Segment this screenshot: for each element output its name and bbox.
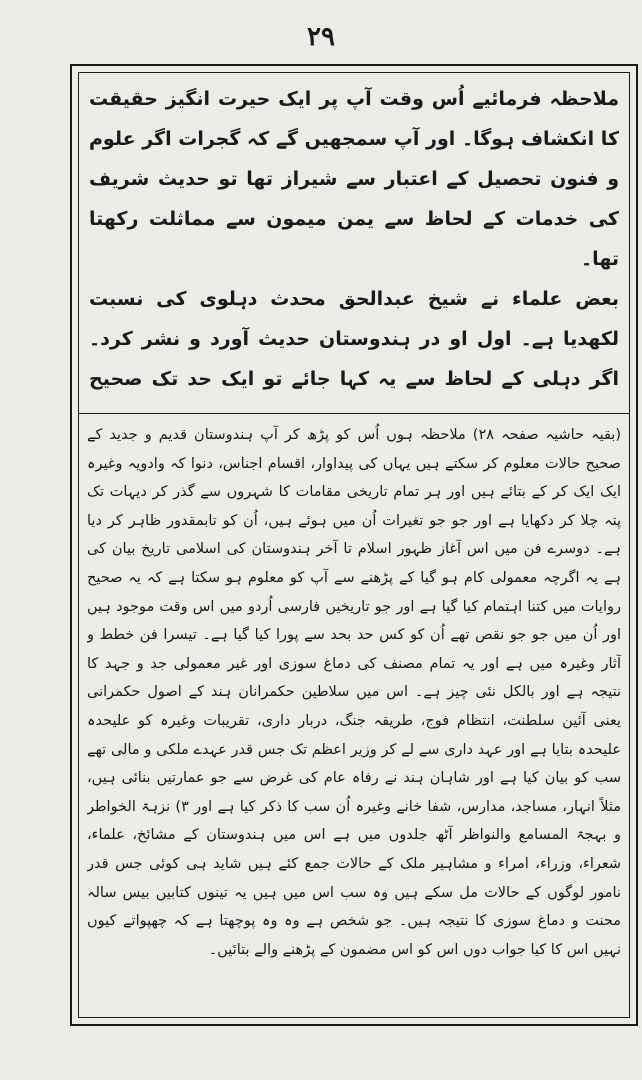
footnote-text: (بقیہ حاشیہ صفحہ ۲۸) ملاحظہ ہوں اُس کو پڑھ کر آپ ہندوستان قدیم و جدید کے صحیح حالات معلوم کر سکتے ہیں یہاں کی پیداوار، اقسام اجناس، دنوا کہ وادویہ وغیرہ ایک ایک کر کے بتائے ہیں اور ہر تمام تاریخی مقامات کا شہروں سے گذر کر دیہات تک پتہ چلا کر دکھایا ہے اور جو جو تغیرات اُن میں ہوئے ہیں، اُن کو تابمقدور ظاہر کر دیا ہے۔ دوسرے فن میں اس آغاز ظہور اسلام تا آخر ہندوستان کی اسلامی تاریخ بیان کی ہے یہ اگرچہ معمولی کام ہو گیا کے پڑھنے سے آپ کو معلوم ہو سکتا ہے کہ یہ صحیح روایات میں کتنا اہتمام کیا گیا ہے اور جو تاریخیں فارسی اُردو میں اس وقت موجود ہیں اور اُن میں جو جو نقص تھے اُن کو کس حد بحد سے پورا کیا گیا ہے۔ تیسرا فن خطط و آثار وغیرہ میں ہے اور یہ تمام مصنف کی دماغ سوزی اور غیر معمولی جد و جہد کا نتیجہ ہے اور بالکل نئی چیز ہے۔ اس میں سلاطین حکمرانان ہند کے اصول حکمرانی یعنی آئین سلطنت، انتظام فوج، طریقہ جنگ، دربار داری، تقریبات وغیرہ کو علیحدہ علیحدہ بتایا ہے اور عہد داری سے لے کر وزیر اعظم تک جس قدر عہدے ملکی و مالی تھے سب کو بیان کیا ہے اور شاہان ہند نے رفاہ عام کی غرض سے جو عمارتیں بنائی ہیں، مثلاً انہار، مساجد، مدارس، شفا خانے وغیرہ اُن سب کا ذکر کیا ہے اور ۳) نزہۃ الخواطر و بہجۃ المسامع والنواظر آٹھ جلدوں میں ہے اس میں ہندوستان کے مشائخ، علماء، شعراء، وزراء، امراء و مشاہیر ملک کے حالات جمع کئے ہیں شاید ہی کوئی جس قدر نامور لوگوں کے حالات مل سکے ہیں وہ سب اس میں ہیں یہ تینوں کتابیں بیس سالہ محنت و دماغ سوزی کا نتیجہ ہیں۔ جو شخص ہے وہ وہ پوچھتا ہے کہ چھپواتے کیوں نہیں اس کا کیا جواب دوں اس کو اس مضمون کے پڑھنے والے بتائیں۔ [87,427,621,958]
page-border-inner [78,72,630,1018]
body-paragraph: ملاحظہ فرمائیے اُس وقت آپ پر ایک حیرت انگیز حقیقت کا انکشاف ہوگا۔ اور آپ سمجھیں گے کہ گجرات اگر علوم و فنون تحصیل کے اعتبار سے شیراز تھا تو حدیث شریف کی خدمات کے لحاظ سے یمن میمون سے مماثلت رکھتا تھا۔ [89,88,619,270]
page-number: ۲۹ [307,22,335,52]
footnote-section [87,421,621,1007]
main-body-text [89,79,619,405]
body-paragraph: بعض علماء نے شیخ عبدالحق محدث دہلوی کی نسبت لکھدیا ہے۔ اول او در ہندوستان حدیث آورد و نشر کرد۔ اگر دہلی کے لحاظ سے یہ کہا جائے تو ایک حد تک صحیح [89,288,619,390]
footnote-divider [79,413,629,414]
